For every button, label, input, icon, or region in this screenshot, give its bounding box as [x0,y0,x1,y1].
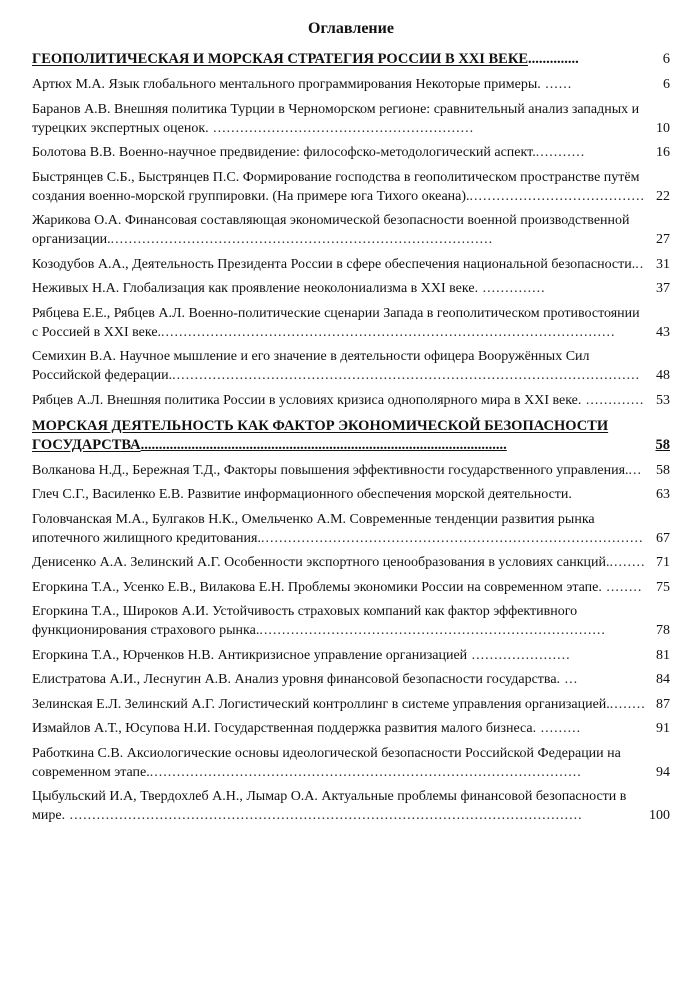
entry-page-number: 58 [656,462,670,478]
entry-text: Цыбульский И.А, Твердохлеб А.Н., Лымар О.А. Актуальные проблемы финансовой безопасности в мире. [32,789,627,823]
entry-page-number: 84 [656,672,670,687]
entry-page-number: 75 [656,579,670,595]
toc-entry: Егоркина Т.А., Усенко Е.В., Вилакова Е.Н. Проблемы экономики России на современном этапе. ........ 75 [32,579,670,595]
entry-page-number: 63 [656,487,670,502]
section-title: ГЕОПОЛИТИЧЕСКАЯ И МОРСКАЯ СТРАТЕГИЯ РОССИИ В XXI ВЕКЕ [32,51,529,67]
toc-entry: Егоркина Т.А., Юрченков Н.В. Антикризисное управление организацией ...................... 81 [32,647,670,663]
entry-page-number: 100 [649,808,670,823]
entry-text: Болотова В.В. Военно-научное предвидение: философско-методологический аспект. [32,145,536,160]
toc-entry: Елистратова А.И., Леснугин А.В. Анализ уровня финансовой безопасности государства. ... 84 [32,672,670,687]
entry-page-number: 43 [656,324,670,340]
toc-entry: Козодубов А.А., Деятельность Президента России в сфере обеспечения национальной безопасности... 31 [32,256,670,272]
toc-entry: Зелинская Е.Л. Зелинский А.Г. Логистический контроллинг в системе управления организацией......... 87 [32,696,670,712]
entry-page-number: 53 [656,392,670,408]
toc-entry: Болотова В.В. Военно-научное предвидение: философско-методологический аспект............ 16 [32,145,670,160]
entry-text: Семихин В.А. Научное мышление и его значение в деятельности офицера Вооружённых Сил Российской федерации. [32,349,590,383]
toc-entry: Волканова Н.Д., Бережная Т.Д., Факторы повышения эффективности государственного управления.... 58 [32,462,670,478]
entry-page-number: 10 [656,120,670,136]
toc-entry: Артюх М.А. Язык глобального ментального программирования Некоторые примеры. ...... 6 [32,77,670,92]
entry-page-number: 27 [656,232,670,247]
entry-page-number: 22 [656,188,670,204]
toc-entry: Жарикова О.А. Финансовая составляющая экономической безопасности военной производственной организации...................................................................................... 27 [32,213,670,247]
entry-text: Жарикова О.А. Финансовая составляющая экономической безопасности военной производственной организации. [32,213,630,247]
entry-text: Работкина С.В. Аксиологические основы идеологической безопасности Российской Федерации на современном этапе. [32,745,621,780]
entry-text: Головчанская М.А., Булгаков Н.К., Омельченко А.М. Современные тенденции развития рынка ипотечного жилищного кредитования. [32,511,595,546]
section-title: МОРСКАЯ ДЕЯТЕЛЬНОСТЬ КАК ФАКТОР ЭКОНОМИЧЕСКОЙ БЕЗОПАСНОСТИ ГОСУДАРСТВА [32,417,609,453]
toc-entry: Рябцев А.Л. Внешняя политика России в условиях кризиса однополярного мира в XXI веке. ............. 53 [32,392,670,408]
entry-page-number: 78 [656,623,670,638]
entry-page-number: 67 [656,530,670,546]
table-of-contents [32,50,670,825]
entry-text: Егоркина Т.А., Юрченков Н.В. Антикризисное управление организацией [32,647,468,663]
entry-text: Измайлов А.Т., Юсупова Н.И. Государственная поддержка развития малого бизнеса. [32,721,537,736]
section-heading: МОРСКАЯ ДЕЯТЕЛЬНОСТЬ КАК ФАКТОР ЭКОНОМИЧЕСКОЙ БЕЗОПАСНОСТИ ГОСУДАРСТВА..................................................................................................... 58 [32,417,670,453]
entry-text: Елистратова А.И., Леснугин А.В. Анализ уровня финансовой безопасности государства. [32,672,561,687]
section-page-number: 58 [655,436,670,453]
entry-text: Глеч С.Г., Василенко Е.В. Развитие информационного обеспечения морской деятельности. [32,487,572,502]
entry-text: Денисенко А.А. Зелинский А.Г. Особенности экспортного ценообразования в условиях санкций. [32,555,610,570]
toc-entry: Семихин В.А. Научное мышление и его значение в деятельности офицера Вооружённых Сил Российской федерации......................................................................................................... 48 [32,349,670,383]
section-heading: ГЕОПОЛИТИЧЕСКАЯ И МОРСКАЯ СТРАТЕГИЯ РОССИИ В XXI ВЕКЕ.............. 6 [32,51,670,67]
entry-text: Волканова Н.Д., Бережная Т.Д., Факторы повышения эффективности государственного управления. [32,462,629,478]
entry-page-number: 71 [656,555,670,570]
toc-entry: Головчанская М.А., Булгаков Н.К., Омельченко А.М. Современные тенденции развития рынка ипотечного жилищного кредитования...................................................................................... 67 [32,511,670,546]
entry-page-number: 87 [656,696,670,712]
entry-page-number: 94 [656,764,670,780]
entry-text: Рябцева Е.Е., Рябцев А.Л. Военно-политические сценарии Запада в геополитическом противостоянии с Россией в XXI веке. [32,305,640,340]
entry-text: Быстрянцев С.Б., Быстрянцев П.С. Формирование господства в геополитическом пространстве путём создания военно-морской группировки. (На примере юга Тихого океана). [32,169,640,204]
toc-entry [32,485,670,504]
entry-page-number: 48 [656,368,670,383]
entry-page-number: 6 [663,77,670,92]
entry-page-number: 91 [656,721,670,736]
entry-text: Баранов А.В. Внешняя политика Турции в Черноморском регионе: сравнительный анализ западных и турецких экспертных оценок. [32,101,640,136]
entry-text: Козодубов А.А., Деятельность Президента России в сфере обеспечения национальной безопасности. [32,256,636,272]
toc-entry: Денисенко А.А. Зелинский А.Г. Особенности экспортного ценообразования в условиях санкций......... 71 [32,555,670,570]
entry-text: Артюх М.А. Язык глобального ментального программирования Некоторые примеры. [32,77,541,92]
entry-text: Егоркина Т.А., Широков А.И. Устойчивость страховых компаний как фактор эффективного функционирования страхового рынка. [32,604,578,638]
toc-entry: Измайлов А.Т., Юсупова Н.И. Государственная поддержка развития малого бизнеса. ......... 91 [32,721,670,736]
entry-text: Неживых Н.А. Глобализация как проявление неоколониализма в XXI веке. [32,281,479,296]
entry-text: Зелинская Е.Л. Зелинский А.Г. Логистический контроллинг в системе управления организацией. [32,696,610,712]
toc-entry: Работкина С.В. Аксиологические основы идеологической безопасности Российской Федерации на современном этапе................................................................................................. 94 [32,745,670,780]
toc-entry: Цыбульский И.А, Твердохлеб А.Н., Лымар О.А. Актуальные проблемы финансовой безопасности в мире. .................................................................................................................. 100 [32,789,670,823]
entry-page-number: 31 [656,256,670,272]
entry-page-number: 16 [656,145,670,160]
entry-text: Рябцев А.Л. Внешняя политика России в условиях кризиса однополярного мира в XXI веке. [32,392,582,408]
page-title: Оглавление [308,20,394,37]
entry-page-number: 37 [656,281,670,296]
entry-text: Егоркина Т.А., Усенко Е.В., Вилакова Е.Н. Проблемы экономики России на современном этапе. [32,579,602,595]
toc-entry: Егоркина Т.А., Широков А.И. Устойчивость страховых компаний как фактор эффективного функционирования страхового рынка.............................................................................. 78 [32,604,670,638]
toc-entry: Неживых Н.А. Глобализация как проявление неоколониализма в XXI веке. .............. 37 [32,281,670,296]
toc-entry: Быстрянцев С.Б., Быстрянцев П.С. Формирование господства в геополитическом пространстве путём создания военно-морской группировки. (На примере юга Тихого океана)........................................ 22 [32,169,670,204]
toc-entry: Баранов А.В. Внешняя политика Турции в Черноморском регионе: сравнительный анализ западных и турецких экспертных оценок. .......................................................... 10 [32,101,670,136]
entry-page-number: 81 [656,647,670,663]
section-page-number: 6 [662,51,670,67]
toc-entry: Рябцева Е.Е., Рябцев А.Л. Военно-политические сценарии Запада в геополитическом противостоянии с Россией в XXI веке...................................................................................................... 43 [32,305,670,340]
